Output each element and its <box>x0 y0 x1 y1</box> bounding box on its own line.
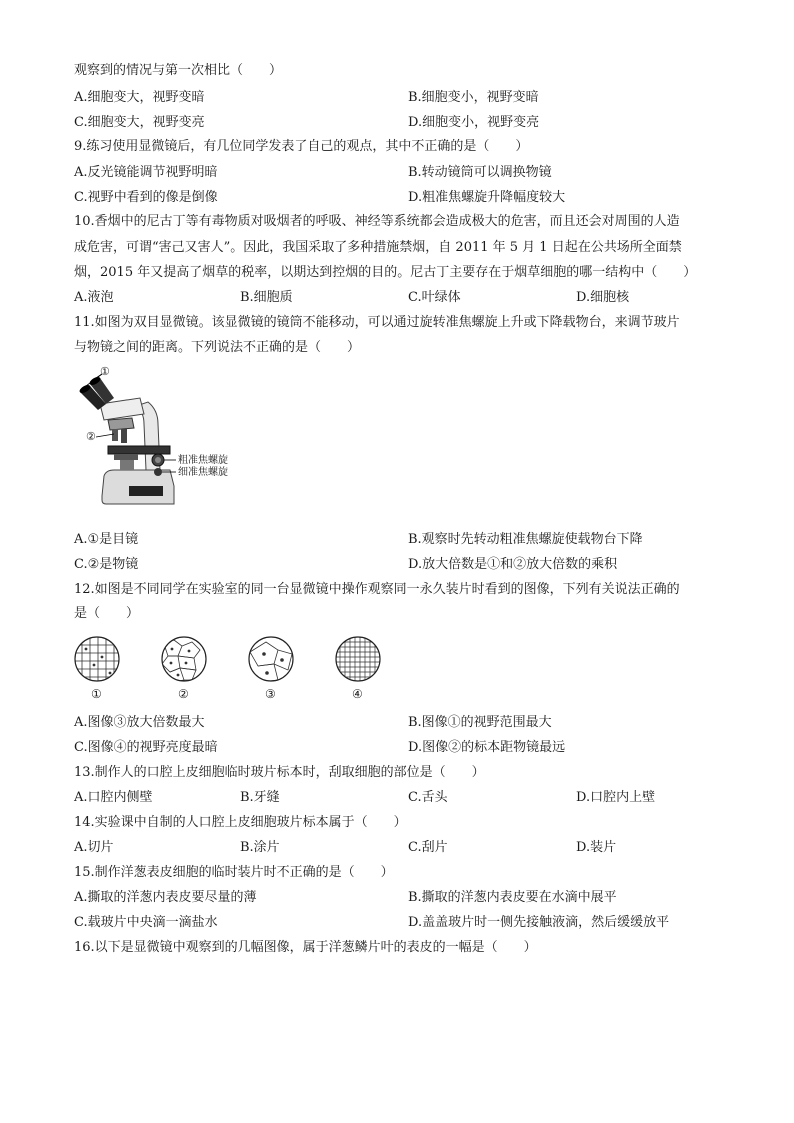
cell-view-label: ② <box>178 687 189 701</box>
question-15: 15.制作洋葱表皮细胞的临时装片时不正确的是（ ） <box>74 865 394 880</box>
question-10-line-2: 成危害，可谓“害己又害人”。因此，我国采取了多种措施禁烟，自 2011 年 5 月 1 日起在公共场所全面禁 <box>74 240 682 255</box>
option-a: A.撕取的洋葱内表皮要尽量的薄 <box>74 890 257 905</box>
option-b: B.观察时先转动粗准焦螺旋使载物台下降 <box>408 532 643 547</box>
coarse-knob-label: 粗准焦螺旋 <box>178 455 228 466</box>
question-13: 13.制作人的口腔上皮细胞临时玻片标本时，刮取细胞的部位是（ ） <box>74 765 485 780</box>
question-12-line-1: 12.如图是不同同学在实验室的同一台显微镜中操作观察同一永久装片时看到的图像，下列有关说法正确的 <box>74 582 680 597</box>
option-c: C.载玻片中央滴一滴盐水 <box>74 915 218 930</box>
cell-view-label: ④ <box>352 687 363 701</box>
option-d: D.图像②的标本距物镜最远 <box>408 740 566 755</box>
question-11-line-2: 与物镜之间的距离。下列说法不正确的是（ ） <box>74 340 361 355</box>
option-c: C.刮片 <box>408 840 448 855</box>
option-a: A.反光镜能调节视野明暗 <box>74 165 218 180</box>
eyepiece-label: ① <box>100 365 110 378</box>
text-line: 观察到的情况与第一次相比（ ） <box>74 63 283 78</box>
option-a: A.口腔内侧壁 <box>74 790 153 805</box>
option-c: C.图像④的视野亮度最暗 <box>74 740 218 755</box>
question-16: 16.以下是显微镜中观察到的几幅图像，属于洋葱鳞片叶的表皮的一幅是（ ） <box>74 940 537 955</box>
question-10-line-3: 烟，2015 年又提高了烟草的税率，以期达到控烟的目的。尼古丁主要存在于烟草细胞的哪一结构中（ ） <box>74 265 697 280</box>
option-a: A.液泡 <box>74 290 114 305</box>
cell-view-label: ③ <box>265 687 276 701</box>
microscope-figure <box>74 366 254 518</box>
question-11-line-1: 11.如图为双目显微镜。该显微镜的镜筒不能移动，可以通过旋转准焦螺旋上升或下降载物台，来调节玻片 <box>74 315 680 330</box>
option-b: B.涂片 <box>240 840 280 855</box>
question-12-line-2: 是（ ） <box>74 606 140 621</box>
option-d: D.放大倍数是①和②放大倍数的乘积 <box>408 557 618 572</box>
option-c: C.细胞变大，视野变亮 <box>74 115 205 130</box>
objective-label: ② <box>86 430 96 443</box>
option-b: B.撕取的洋葱内表皮要在水滴中展平 <box>408 890 617 905</box>
option-d: D.细胞核 <box>576 290 630 305</box>
option-d: D.口腔内上壁 <box>576 790 656 805</box>
option-d: D.装片 <box>576 840 617 855</box>
option-a: A.图像③放大倍数最大 <box>74 715 205 730</box>
cell-view-2 <box>162 640 200 682</box>
option-d: D.细胞变小，视野变亮 <box>408 115 540 130</box>
question-9: 9.练习使用显微镜后，有几位同学发表了自己的观点，其中不正确的是（ ） <box>74 139 529 154</box>
option-c: C.叶绿体 <box>408 290 461 305</box>
option-b: B.细胞变小，视野变暗 <box>408 90 539 105</box>
question-10-line-1: 10.香烟中的尼古丁等有毒物质对吸烟者的呼吸、神经等系统都会造成极大的危害，而且还会对周围的人造 <box>74 214 680 229</box>
cell-view-label: ① <box>91 687 102 701</box>
option-c: C.舌头 <box>408 790 448 805</box>
option-a: A.细胞变大，视野变暗 <box>74 90 205 105</box>
option-b: B.细胞质 <box>240 290 293 305</box>
option-a: A.①是目镜 <box>74 532 139 547</box>
option-a: A.切片 <box>74 840 114 855</box>
option-c: C.视野中看到的像是倒像 <box>74 190 218 205</box>
option-c: C.②是物镜 <box>74 557 139 572</box>
option-b: B.转动镜筒可以调换物镜 <box>408 165 552 180</box>
option-b: B.图像①的视野范围最大 <box>408 715 552 730</box>
option-d: D.盖盖玻片时一侧先接触液滴，然后缓缓放平 <box>408 915 670 930</box>
fine-knob-label: 细准焦螺旋 <box>178 467 228 478</box>
question-14: 14.实验课中自制的人口腔上皮细胞玻片标本属于（ ） <box>74 815 407 830</box>
option-b: B.牙缝 <box>240 790 280 805</box>
cell-views-figure <box>74 632 394 704</box>
option-d: D.粗准焦螺旋升降幅度较大 <box>408 190 566 205</box>
